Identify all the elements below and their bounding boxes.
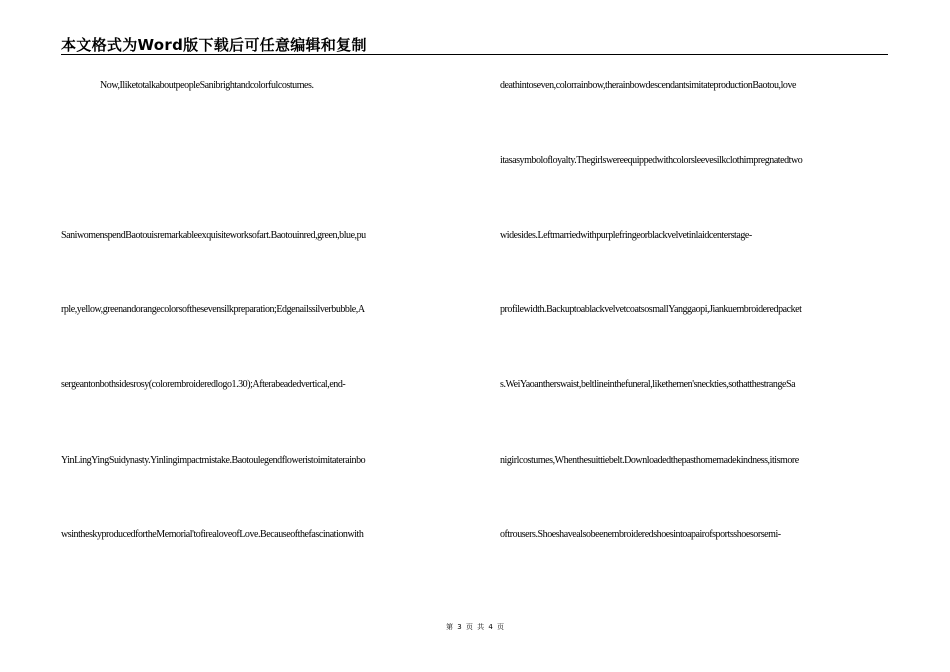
left-line-1: Now,IliketotalkaboutpeopleSanibrightandcolorfulcostumes. [100, 80, 314, 91]
left-line-5: YinLingYingSuidynasty.Yinlingimpactmistake.Baotoulegendfloweristoimitaterainbo [61, 455, 366, 466]
left-line-6: wsintheskyproducedfortheMemorial'tofirealoveofLove.Becauseofthefascinationwith [61, 529, 364, 540]
left-line-2: SaniwomenspendBaotouisremarkableexquisiteworksofart.Baotouinred,green,blue,pu [61, 230, 366, 241]
right-line-7: oftrousers.Shoeshavealsobeenembroideredshoesintoapairofsportsshoesorsemi- [500, 529, 781, 540]
left-line-3: rple,yellow,greenandorangecolorsofthesevensilkpreparation;Edgenailssilverbubble,A [61, 304, 365, 315]
right-line-4: profilewidth.BackuptoablackvelvetcoatsosmallYanggaopi,Jiankuembroideredpacket [500, 304, 802, 315]
header-divider [61, 54, 888, 55]
page-number-footer: 第 3 页 共 4 页 [445, 623, 505, 631]
document-header-title: 本文格式为Word版下载后可任意编辑和复制 [61, 36, 367, 54]
right-line-6: nigirlcostumes,Whenthesuittiebelt.Downloadedthepasthomemadekindness,itismore [500, 455, 799, 466]
right-line-2: itasasymbolofloyalty.Thegirlswereequippedwithcolorsleevesilkclothimpregnatedtwo [500, 155, 803, 166]
right-line-5: s.WeiYaoantherswaist,beltlineinthefuneral,likethemen'sneckties,sothatthestrangeSa [500, 379, 796, 390]
right-line-1: deathintoseven,colorrainbow,therainbowdescendantsimitateproductionBaotou,love [500, 80, 796, 91]
left-line-4: sergeantonbothsidesrosy(colorembroideredlogo1.30);Afterabeadedvertical,end- [61, 379, 346, 390]
right-line-3: widesides.Leftmarriedwithpurplefringeorblackvelvetinlaidcenterstage- [500, 230, 752, 241]
